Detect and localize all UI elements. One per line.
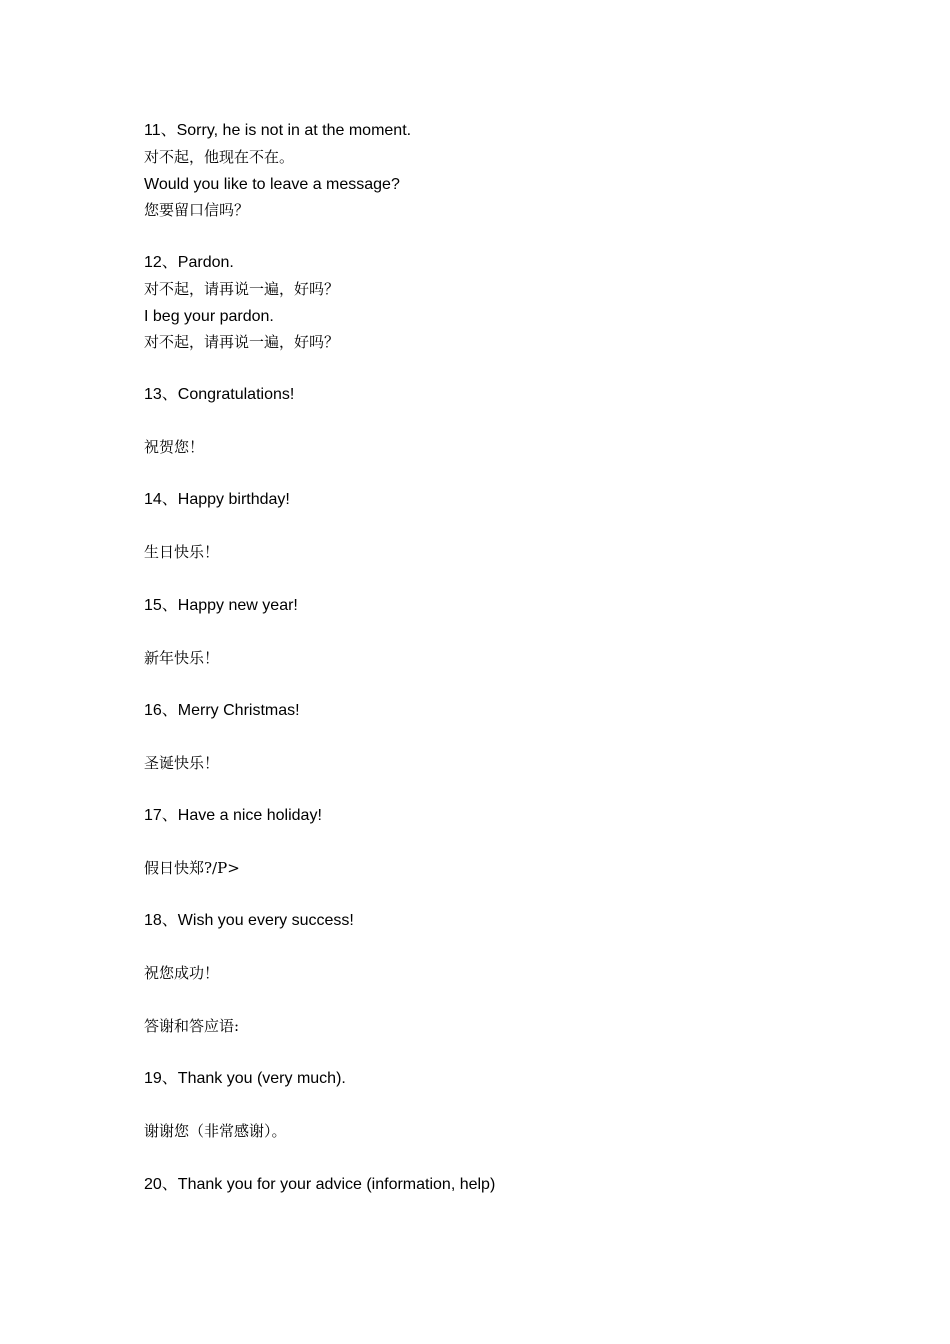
phrase-16-chinese: 圣诞快乐！ (144, 754, 220, 772)
phrase-11-chinese: 对不起，他现在不在。 (144, 148, 295, 166)
phrase-14-english: 14、Happy birthday! (144, 491, 290, 508)
phrase-13-english: 13、Congratulations! (144, 386, 295, 403)
phrase-19-english: 19、Thank you (very much). (144, 1070, 346, 1087)
phrase-12b-english: I beg your pardon. (144, 308, 274, 325)
phrase-15-english: 15、Happy new year! (144, 597, 298, 614)
phrase-18-english: 18、Wish you every success! (144, 912, 354, 929)
phrase-12-english: 12、Pardon. (144, 254, 234, 271)
phrase-12-chinese: 对不起，请再说一遍，好吗？ (144, 280, 340, 298)
phrase-18-chinese: 祝您成功！ (144, 964, 220, 982)
phrase-13-chinese: 祝贺您！ (144, 438, 205, 456)
phrase-20-english: 20、Thank you for your advice (information, help) (144, 1176, 496, 1193)
phrase-17-english: 17、Have a nice holiday! (144, 807, 322, 824)
section-heading-thanks: 答谢和答应语: (144, 1017, 240, 1035)
phrase-17-chinese: 假日快郑?/P> (144, 859, 240, 877)
phrase-19-chinese: 谢谢您（非常感谢）。 (144, 1122, 287, 1140)
phrase-12b-chinese: 对不起，请再说一遍，好吗？ (144, 333, 340, 351)
phrase-14-chinese: 生日快乐！ (144, 543, 220, 561)
phrase-15-chinese: 新年快乐！ (144, 649, 220, 667)
phrase-11-english: 11、Sorry, he is not in at the moment. (144, 122, 412, 139)
phrase-11b-chinese: 您要留口信吗？ (144, 201, 250, 219)
phrase-11b-english: Would you like to leave a message? (144, 176, 400, 193)
phrase-16-english: 16、Merry Christmas! (144, 702, 300, 719)
